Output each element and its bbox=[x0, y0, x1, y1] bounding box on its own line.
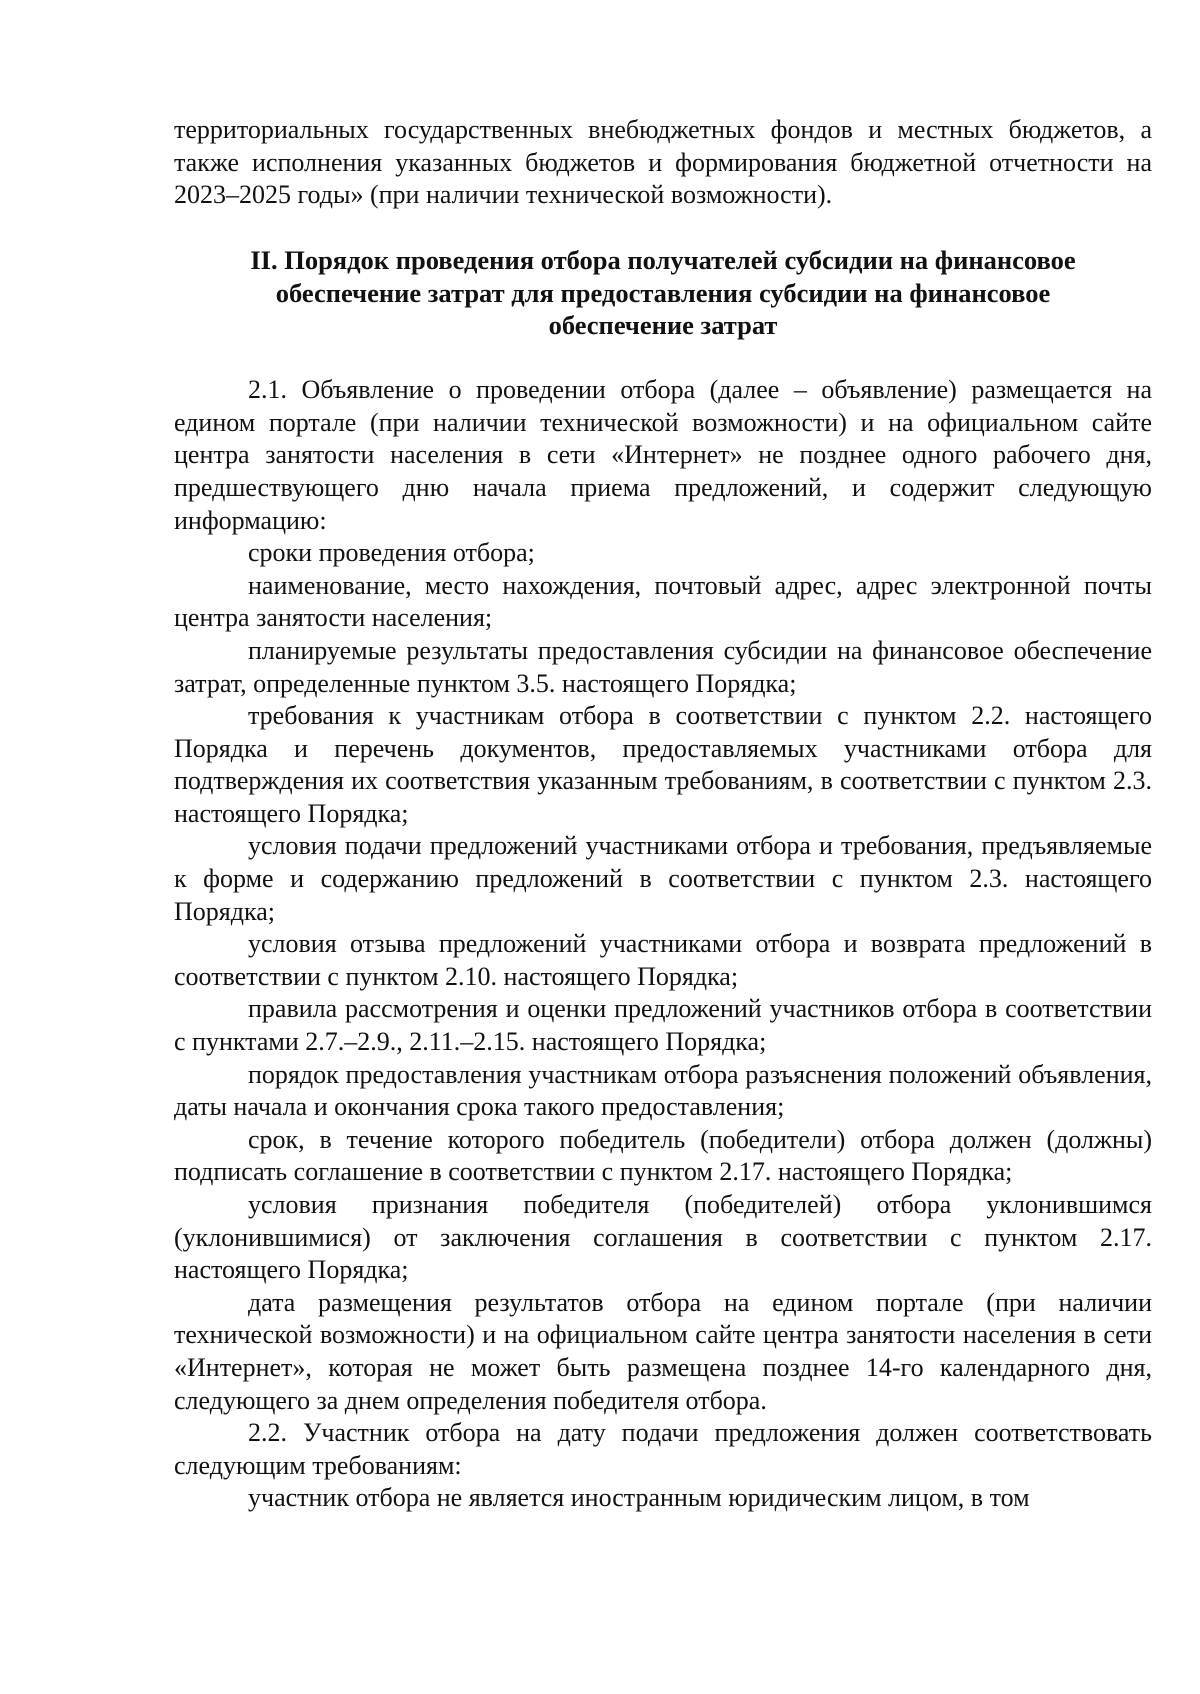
paragraph-2-1: 2.1. Объявление о проведении отбора (далее – объявление) размещается на едином портале (при наличии технической возможности) и на официальном сайте центра занятости населения в сети «Интернет» не позднее одного рабочего дня, предшествующего дню начала приема предложений, и содержит следующую информацию: bbox=[174, 375, 1152, 535]
list-item: сроки проведения отбора; bbox=[248, 538, 535, 568]
list-item: условия признания победителя (победителей) отбора уклонившимся (уклонившимися) от заключения соглашения в соответствии с пунктом 2.17. настоящего Порядка; bbox=[174, 1190, 1152, 1285]
list-item: дата размещения результатов отбора на едином портале (при наличии технической возможности) и на официальном сайте центра занятости населения в сети «Интернет», которая не может быть размещена позднее 14-го календарного дня, следующего за днем определения победителя отбора. bbox=[174, 1287, 1152, 1415]
list-item: порядок предоставления участникам отбора разъяснения положений объявления, даты начала и окончания срока такого предоставления; bbox=[174, 1059, 1152, 1122]
paragraph-2-2: 2.2. Участник отбора на дату подачи предложения должен соответствовать следующим требованиям: bbox=[174, 1418, 1152, 1480]
section-heading-line: обеспечение затрат для предоставления субсидии на финансовое bbox=[275, 277, 1051, 308]
section-heading-line: обеспечение затрат bbox=[548, 310, 778, 341]
section-heading-line: II. Порядок проведения отбора получателей субсидии на финансовое bbox=[250, 244, 1076, 275]
list-item: правила рассмотрения и оценки предложений участников отбора в соответствии с пунктами 2.7.–2.9., 2.11.–2.15. настоящего Порядка; bbox=[174, 994, 1152, 1057]
document-page bbox=[174, 114, 1152, 1515]
list-item: условия отзыва предложений участниками отбора и возврата предложений в соответствии с пунктом 2.10. настоящего Порядка; bbox=[174, 929, 1152, 991]
section-heading bbox=[174, 244, 1152, 342]
list-item: планируемые результаты предоставления субсидии на финансовое обеспечение затрат, определенные пунктом 3.5. настоящего Порядка; bbox=[174, 635, 1152, 698]
list-item: участник отбора не является иностранным юридическим лицом, в том bbox=[248, 1483, 1030, 1513]
list-item: условия подачи предложений участниками отбора и требования, предъявляемые к форме и содержанию предложений в соответствии с пунктом 2.3. настоящего Порядка; bbox=[174, 831, 1152, 926]
list-item: срок, в течение которого победитель (победители) отбора должен (должны) подписать соглашение в соответствии с пунктом 2.17. настоящего Порядка; bbox=[174, 1124, 1152, 1187]
list-item: наименование, место нахождения, почтовый адрес, адрес электронной почты центра занятости населения; bbox=[174, 570, 1152, 633]
list-item: требования к участникам отбора в соответствии с пунктом 2.2. настоящего Порядка и перечень документов, предоставляемых участниками отбора для подтверждения их соответствия указанным требованиям, в соответствии с пунктом 2.3. настоящего Порядка; bbox=[174, 701, 1152, 828]
intro-paragraph: территориальных государственных внебюджетных фондов и местных бюджетов, а также исполнения указанных бюджетов и формирования бюджетной отчетности на 2023–2025 годы» (при наличии технической возможности). bbox=[174, 115, 1152, 210]
